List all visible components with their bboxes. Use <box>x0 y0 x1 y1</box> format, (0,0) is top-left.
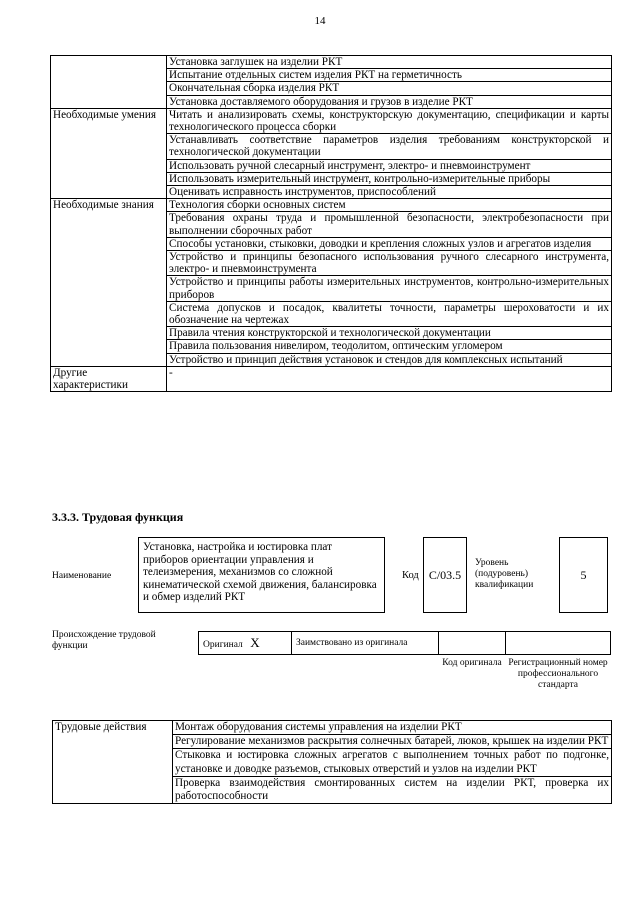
skills-label: Необходимые умения <box>51 108 167 198</box>
action-row: Регулирование механизмов раскрытия солнечных батарей, люков, крышек на изделии РКТ <box>173 735 612 749</box>
origin-label: Происхождение трудовой функции <box>52 630 156 651</box>
actions-label: Трудовые действия <box>53 721 173 804</box>
knowledge-row: Устройство и принцип действия установок и стендов для комплексных испытаний <box>167 353 612 366</box>
original-mark: X <box>250 635 260 650</box>
knowledge-label: Необходимые знания <box>51 199 167 367</box>
table-row: Окончательная сборка изделия РКТ <box>167 82 612 95</box>
other-value: - <box>167 366 612 391</box>
level-label: Уровень (подуровень) квалификации <box>475 558 534 590</box>
reg-number-cell <box>506 632 611 655</box>
action-row: Монтаж оборудования системы управления на изделии РКТ <box>173 721 612 735</box>
knowledge-row: Устройство и принципы работы измерительных инструментов, контрольно-измерительных приборов <box>167 276 612 301</box>
original-label: Оригинал <box>203 640 243 650</box>
knowledge-row: Требования охраны труда и промышленной безопасности, электробезопасности при выполнении сборочных работ <box>167 212 612 237</box>
skill-row: Использовать ручной слесарный инструмент, электро- и пневмоинструмент <box>167 159 612 172</box>
knowledge-row: Устройство и принципы безопасного использования ручного слесарного инструмента, электро- и пневмоинструмента <box>167 251 612 276</box>
knowledge-row: Правила чтения конструкторской и технологической документации <box>167 327 612 340</box>
skill-row: Устанавливать соответствие параметров изделия требованиям конструкторской и технологической документации <box>167 134 612 159</box>
knowledge-row: Система допусков и посадок, квалитеты точности, параметры шероховатости и их обозначение на чертежах <box>167 301 612 326</box>
page-number: 14 <box>314 15 326 27</box>
original-cell <box>199 632 292 655</box>
function-name-box: Установка, настройка и юстировка плат приборов ориентации управления и телеизмерения, механизмов со сложной кинематической схемой движения, балансировка и обмер изделий РКТ <box>138 537 385 613</box>
action-row: Проверка взаимодействия смонтированных систем на изделии РКТ, проверка их работоспособности <box>173 776 612 803</box>
name-label: Наименование <box>52 571 112 581</box>
skill-row: Оценивать исправность инструментов, приспособлений <box>167 186 612 199</box>
reg-number-caption: Регистрационный номер профессионального стандарта <box>508 658 608 690</box>
knowledge-row: Технология сборки основных систем <box>167 199 612 212</box>
skill-row: Читать и анализировать схемы, конструкторскую документацию, спецификации и карты технологического процесса сборки <box>167 108 612 133</box>
knowledge-row: Способы установки, стыковки, доводки и крепления сложных узлов и агрегатов изделия <box>167 237 612 250</box>
code-label: Код <box>402 570 419 581</box>
code-original-caption: Код оригинала <box>442 658 502 668</box>
skill-row: Использовать измерительный инструмент, контрольно-измерительные приборы <box>167 172 612 185</box>
table-row: Установка доставляемого оборудования и грузов в изделие РКТ <box>167 95 612 108</box>
level-box: 5 <box>559 537 608 613</box>
code-box: C/03.5 <box>423 537 467 613</box>
other-label: Другие характеристики <box>51 366 167 391</box>
code-original-cell <box>439 632 506 655</box>
section-heading: 3.3.3. Трудовая функция <box>52 510 184 524</box>
origin-table <box>198 631 611 655</box>
table-row: Установка заглушек на изделии РКТ <box>167 56 612 69</box>
knowledge-row: Правила пользования нивелиром, теодолитом, оптическим угломером <box>167 340 612 353</box>
empty-label-cell <box>51 56 167 109</box>
knowledge-skills-table <box>50 55 612 392</box>
table-row: Испытание отдельных систем изделия РКТ на герметичность <box>167 69 612 82</box>
action-row: Стыковка и юстировка сложных агрегатов с выполнением точных работ по подгонке, установке и доводке разъемов, стыковых отверстий и узлов на изделии РКТ <box>173 749 612 776</box>
labor-actions-table <box>52 720 612 804</box>
borrowed-cell: Заимствовано из оригинала <box>292 632 439 655</box>
